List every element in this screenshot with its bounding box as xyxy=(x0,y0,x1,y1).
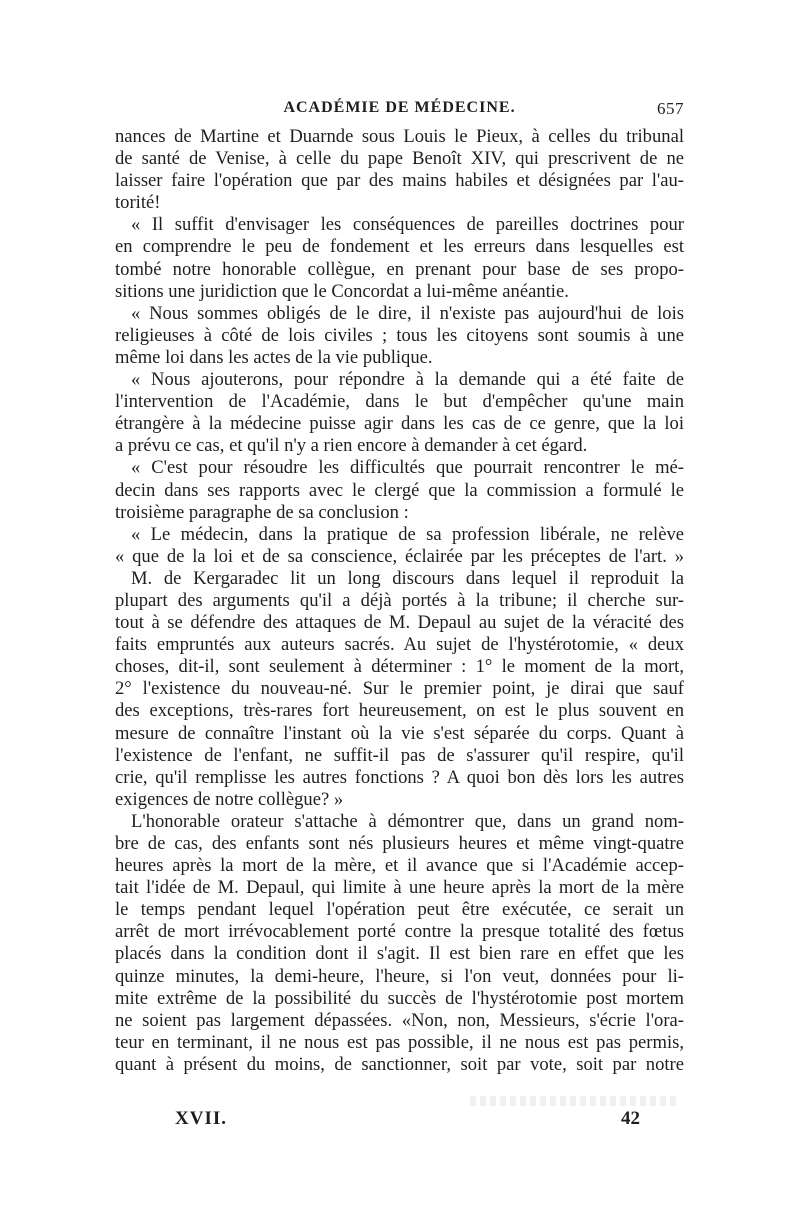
text-line: exigences de notre collègue? » xyxy=(115,788,344,810)
text-line: bre de cas, des enfants sont nés plusieurs heures et même vingt-quatre xyxy=(115,833,684,854)
text-line: nances de Martine et Duarnde sous Louis le Pieux, à celles du tribunal xyxy=(115,126,684,147)
ink-bleed-through xyxy=(470,1096,680,1106)
text-line: a prévu ce cas, et qu'il n'y a rien encore à demander à cet égard. xyxy=(115,435,588,457)
text-line: M. de Kergaradec lit un long discours dans lequel il reproduit la xyxy=(131,567,684,589)
text-line: mite extrême de la possibilité du succès de l'hystérotomie post mortem xyxy=(115,987,684,1009)
text-line: torité! xyxy=(115,192,161,214)
text-line: de santé de Venise, à celle du pape Benoît XIV, qui prescrivent de ne xyxy=(115,148,684,170)
text-line: arrêt de mort irrévocablement porté contre la presque totalité des fœtus xyxy=(115,921,684,943)
text-line: troisième paragraphe de sa conclusion : xyxy=(115,501,409,523)
text-line: mesure de connaître l'instant où la vie s'est séparée du corps. Quant à xyxy=(115,722,684,744)
text-line: 2° l'existence du nouveau-né. Sur le premier point, je dirai que sauf xyxy=(115,678,684,700)
text-line: tout à se défendre des attaques de M. Depaul au sujet de la véracité des xyxy=(115,612,684,634)
text-line: « que de la loi et de sa conscience, éclairée par les préceptes de l'art. » xyxy=(115,545,684,567)
text-line: des exceptions, très-rares fort heureusement, on est le plus souvent en xyxy=(115,700,684,722)
text-line: ne soient pas largement dépassées. «Non, non, Messieurs, s'écrie l'ora- xyxy=(115,1009,684,1031)
text-line: heures après la mort de la mère, et il avance que si l'Académie accep- xyxy=(115,855,684,877)
text-line: « Nous sommes obligés de le dire, il n'existe pas aujourd'hui de lois xyxy=(131,302,684,324)
text-line: étrangère à la médecine puisse agir dans les cas de ce genre, que la loi xyxy=(115,413,684,435)
text-line: quinze minutes, la demi-heure, l'heure, si l'on veut, données pour li- xyxy=(115,965,684,987)
page-number: 657 xyxy=(657,99,684,118)
text-line: crie, qu'il remplisse les autres fonctions ? A quoi bon dès lors les autres xyxy=(115,766,684,788)
text-line: l'existence de l'enfant, ne suffit-il pas de s'assurer qu'il respire, qu'il xyxy=(115,744,684,766)
text-line: faits empruntés aux auteurs sacrés. Au sujet de l'hystérotomie, « deux xyxy=(115,634,684,656)
text-line: l'intervention de l'Académie, dans le but d'empêcher qu'une main xyxy=(115,391,684,413)
text-line: laisser faire l'opération que par des mains habiles et désignées par l'au- xyxy=(115,170,684,192)
text-line: decin dans ses rapports avec le clergé que la commission a formulé le xyxy=(115,479,684,501)
text-line: religieuses à côté de lois civiles ; tous les citoyens sont soumis à une xyxy=(115,324,684,346)
body-text xyxy=(115,126,684,1076)
text-line: plupart des arguments qu'il a déjà portés à la tribune; il cherche sur- xyxy=(115,589,684,611)
text-line: sitions une juridiction que le Concordat a lui-même anéantie. xyxy=(115,280,569,302)
running-title: ACADÉMIE DE MÉDECINE. xyxy=(283,99,516,116)
text-line: en comprendre le peu de fondement et les erreurs dans lesquelles est xyxy=(115,236,684,258)
text-line: tombé notre honorable collègue, en prenant pour base de ses propo- xyxy=(115,258,684,280)
text-line: « C'est pour résoudre les difficultés que pourrait rencontrer le mé- xyxy=(131,457,684,479)
text-line: « Le médecin, dans la pratique de sa profession libérale, ne relève xyxy=(131,523,684,545)
text-line: « Il suffit d'envisager les conséquences de pareilles doctrines pour xyxy=(131,214,684,236)
text-line: « Nous ajouterons, pour répondre à la demande qui a été faite de xyxy=(131,369,684,391)
page-footer xyxy=(175,1108,640,1134)
text-line: choses, dit-il, sont seulement à déterminer : 1° le moment de la mort, xyxy=(115,656,684,678)
text-line: L'honorable orateur s'attache à démontrer que, dans un grand nom- xyxy=(131,810,684,832)
text-line: même loi dans les actes de la vie publique. xyxy=(115,346,433,368)
signature-mark: XVII. xyxy=(175,1108,227,1129)
text-line: placés dans la condition dont il s'agit. Il est bien rare en effet que les xyxy=(115,943,684,965)
sheet-number: 42 xyxy=(621,1108,640,1129)
text-line: le temps pendant lequel l'opération peut être exécutée, ce serait un xyxy=(115,899,684,921)
text-line: teur en terminant, il ne nous est pas possible, il ne nous est pas permis, xyxy=(115,1031,684,1053)
running-head xyxy=(115,99,684,123)
text-line: quant à présent du moins, de sanctionner, soit par vote, soit par notre xyxy=(115,1053,684,1075)
text-line: tait l'idée de M. Depaul, qui limite à une heure après la mort de la mère xyxy=(115,877,684,899)
